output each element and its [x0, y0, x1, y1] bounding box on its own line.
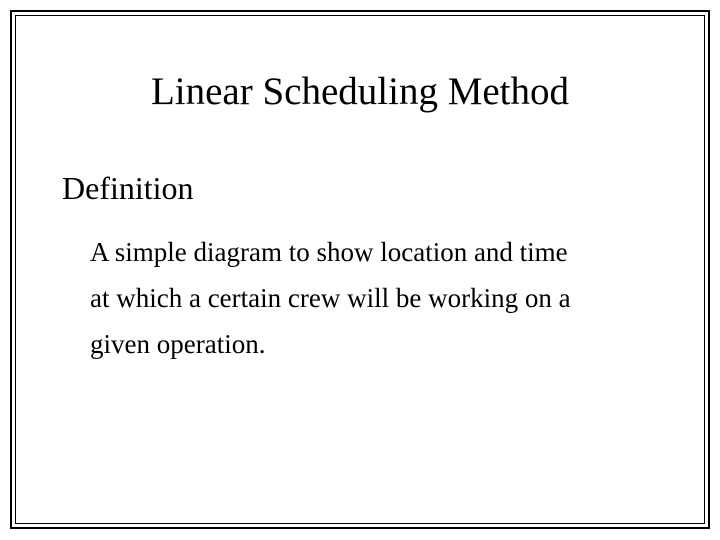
definition-line-2: at which a certain crew will be working on a: [90, 283, 571, 313]
slide-title: Linear Scheduling Method: [150, 70, 570, 113]
definition-text: [90, 229, 680, 367]
definition-heading: Definition: [62, 170, 194, 206]
definition-line-1: A simple diagram to show location and time: [90, 237, 568, 267]
definition-line-3: given operation.: [90, 329, 266, 359]
